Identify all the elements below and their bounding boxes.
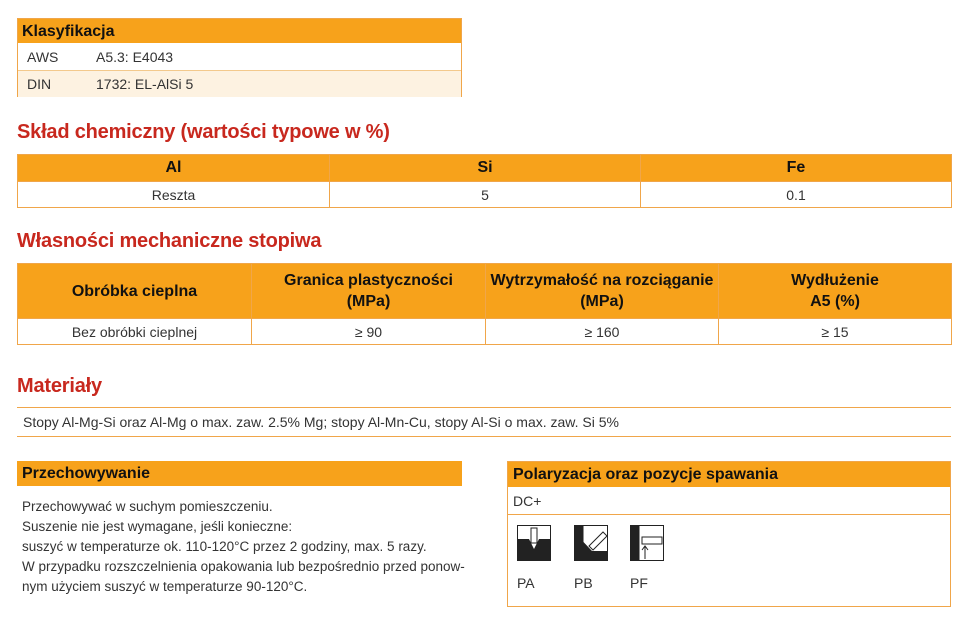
standard-name: AWS [27,49,59,65]
classification-row [18,71,461,97]
storage-line: W przypadku rozszczelnienia opakowania lub bezpośrednio przed ponow- [22,559,465,574]
column-header [252,264,486,319]
materials-text: Stopy Al-Mg-Si oraz Al-Mg o max. zaw. 2.5% Mg; stopy Al-Mn-Cu, stopy Al-Si o max. zaw. Si 5% [17,407,951,437]
materials-title: Materiały [17,375,102,397]
position-label: PA [517,575,535,591]
position-pb-icon [574,525,608,561]
divider [508,514,950,515]
storage-line: suszyć w temperaturze ok. 110-120°C przez 2 godziny, max. 5 razy. [22,539,427,554]
column-header-text: Wydłużenie [791,272,879,289]
column-header: Al [18,155,330,182]
storage-header: Przechowywanie [17,461,462,486]
polarity-header: Polaryzacja oraz pozycje spawania [508,462,950,487]
table-row [18,319,952,345]
classification-row [18,44,461,71]
column-header: Si [330,155,641,182]
position-pf-icon [630,525,664,561]
mechanical-properties-title: Własności mechaniczne stopiwa [17,230,322,252]
standard-name: DIN [27,76,52,92]
column-header: Fe [641,155,952,182]
column-header-text: Wytrzymałość na rozciąganie [490,272,714,289]
column-header [719,264,952,319]
table-row [18,182,952,208]
table-header-row [18,264,952,319]
position-pa-icon [517,525,551,561]
chemical-composition-title: Skład chemiczny (wartości typowe w %) [17,121,390,143]
column-header-unit: (MPa) [580,293,624,310]
classification-header: Klasyfikacja [18,19,461,43]
storage-line: Przechowywać w suchym pomieszczeniu. [22,499,273,514]
table-cell: 0.1 [641,182,952,208]
column-header-unit: A5 (%) [810,293,860,310]
table-cell: ≥ 90 [252,319,486,345]
table-cell: ≥ 15 [719,319,952,345]
table-cell: ≥ 160 [486,319,719,345]
storage-text [22,497,465,597]
polarity-box [507,461,951,607]
table-cell: Reszta [18,182,330,208]
column-header [18,264,252,319]
mechanical-properties-table [17,263,952,345]
table-header-row [18,155,952,182]
current-type: DC+ [513,493,542,509]
table-cell: 5 [330,182,641,208]
classification-box [17,18,462,97]
standard-value: A5.3: E4043 [96,49,174,65]
column-header-text: Granica plastyczności [284,272,453,289]
table-cell: Bez obróbki cieplnej [18,319,252,345]
chemical-composition-table [17,154,952,208]
standard-value: 1732: EL-AlSi 5 [96,76,194,92]
storage-line: nym użyciem suszyć w temperaturze 90-120°C. [22,579,308,594]
column-header [486,264,719,319]
column-header-text: Obróbka cieplna [71,282,198,300]
position-label: PF [630,575,648,591]
position-label: PB [574,575,593,591]
storage-line: Suszenie nie jest wymagane, jeśli konieczne: [22,519,293,534]
column-header-unit: (MPa) [346,293,391,310]
